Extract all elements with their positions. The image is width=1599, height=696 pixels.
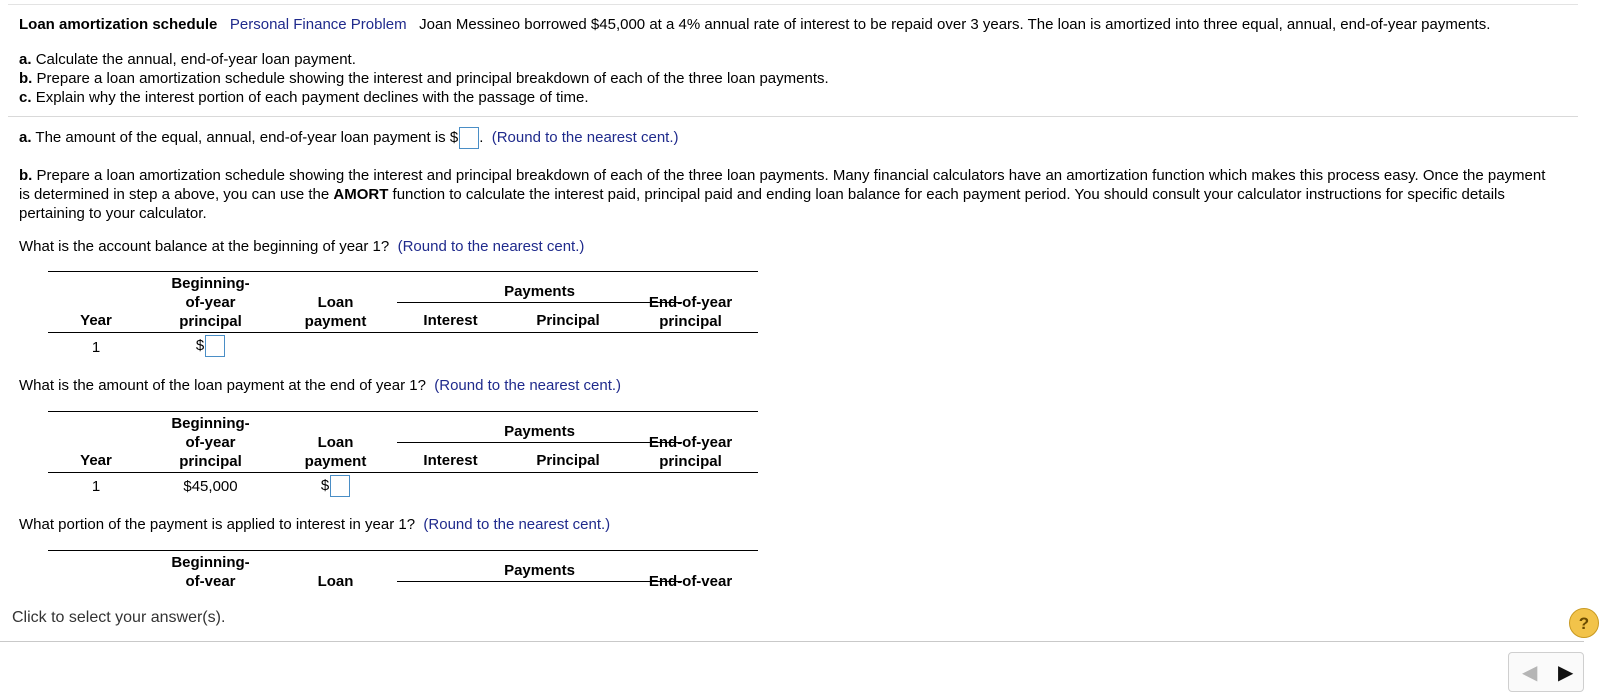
next-arrow-icon[interactable]: ▶ — [1558, 662, 1574, 684]
task-b: b. Prepare a loan amortization schedule showing the interest and principal breakdown of each of the three loan payments. — [19, 70, 829, 87]
help-icon[interactable]: ? — [1569, 608, 1599, 638]
previous-arrow-icon[interactable]: ◀ — [1522, 662, 1538, 684]
q2-question: What is the amount of the loan payment at the end of year 1? (Round to the nearest cent.) — [19, 377, 622, 394]
beginning-principal-value: $45,000 — [183, 478, 238, 495]
problem-title: Loan amortization schedule — [19, 16, 218, 33]
beginning-principal-answer-box[interactable] — [205, 335, 225, 357]
table-row-year: 1 — [91, 339, 101, 356]
problem-header — [19, 16, 1490, 33]
task-c: c. Explain why the interest portion of each payment declines with the passage of time. — [19, 89, 589, 106]
part-a-hint: (Round to the nearest cent.) — [491, 128, 679, 146]
q3-question: What portion of the payment is applied to interest in year 1? (Round to the nearest cent.) — [19, 516, 611, 533]
problem-statement: Joan Messineo borrowed $45,000 at a 4% annual rate of interest to be repaid over 3 years. The loan is amortized into three equal, annual, end-of-year payments. — [419, 16, 1491, 33]
problem-category: Personal Finance Problem — [229, 16, 407, 33]
table-row-year: 1 — [91, 478, 101, 495]
footer-instruction: Click to select your answer(s). — [12, 609, 226, 626]
task-a: a. Calculate the annual, end-of-year loan payment. — [19, 51, 356, 68]
amortization-table-3: Beginning- of-vear Loan Payments End-of-vear — [48, 550, 758, 596]
q1-question: What is the account balance at the beginning of year 1? (Round to the nearest cent.) — [19, 238, 585, 255]
part-b-instructions: b. Prepare a loan amortization schedule showing the interest and principal breakdown of each of the three loan payments. Many financial calculators have an amortization function which makes this process easy. Once the payment is determined in step a above, you can use the AMORT function to calculate the interest paid, principal paid and ending loan balance for each payment period. You should consult your calculator instructions for specific details pertaining to your calculator. — [19, 167, 1546, 222]
part-a-question: a. The amount of the equal, annual, end-of-year loan payment is $ . (Round to the nearest cent.) — [19, 127, 679, 149]
loan-payment-year1-answer-box[interactable] — [330, 475, 350, 497]
loan-payment-answer-box[interactable] — [459, 127, 479, 149]
amort-keyword: AMORT — [333, 186, 389, 203]
